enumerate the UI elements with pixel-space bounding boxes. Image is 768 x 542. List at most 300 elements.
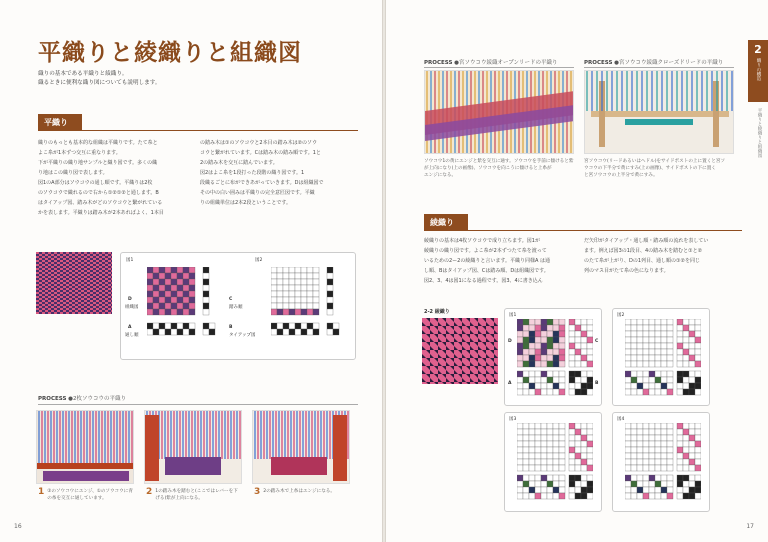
treadle-cell [587, 355, 593, 361]
draft-cell [289, 267, 295, 273]
draft-cell [523, 319, 529, 325]
draft-cell [289, 297, 295, 303]
treadle-cell [581, 435, 587, 441]
threading-cell [313, 323, 319, 329]
treadle-cell [689, 349, 695, 355]
draft-cell [529, 337, 535, 343]
threading-cell [529, 371, 535, 377]
tieup-cell [677, 371, 683, 377]
draft-cell [631, 361, 637, 367]
threading-cell [523, 371, 529, 377]
tieup-cell [695, 481, 701, 487]
process-title: PROCESS [38, 396, 67, 402]
draft-cell [517, 331, 523, 337]
treadle-cell [683, 361, 689, 367]
tieup-cell [677, 481, 683, 487]
threading-cell [307, 323, 313, 329]
draft-cell [529, 349, 535, 355]
draft-cell [535, 355, 541, 361]
treadle-cell [689, 325, 695, 331]
treadle-cell [683, 355, 689, 361]
threading-cell [523, 493, 529, 499]
draft-cell [649, 325, 655, 331]
step-number: 2 [146, 487, 153, 497]
threading-cell [547, 371, 553, 377]
caption-text: 1の踏み木を踏むと(ここではレバーを下げる)紫が上向になる。 [155, 489, 238, 501]
draft-cell [165, 267, 171, 273]
tieup-cell [581, 481, 587, 487]
tieup-cell [327, 323, 333, 329]
draft-cell [559, 465, 565, 471]
treadle-cell [581, 349, 587, 355]
draft-cell [147, 279, 153, 285]
treadle-cell [587, 447, 593, 453]
process-subtitle: ●宮ソウコウ綾織クローズドリードの平織り [614, 60, 724, 66]
open-reed-loom-photo [424, 70, 574, 154]
treadle-cell [327, 303, 333, 309]
draft-cell [649, 343, 655, 349]
treadle-cell [581, 447, 587, 453]
draft-cell [547, 331, 553, 337]
tieup-cell [333, 329, 339, 335]
draft-cell [313, 273, 319, 279]
draft-cell [283, 309, 289, 315]
process-caption-3 [254, 488, 350, 497]
treadle-cell [689, 453, 695, 459]
draft-cell [289, 303, 295, 309]
treadle-cell [575, 447, 581, 453]
draft-cell [283, 303, 289, 309]
treadle-cell [569, 349, 575, 355]
draft-cell [661, 343, 667, 349]
treadle-cell [677, 429, 683, 435]
threading-cell [631, 377, 637, 383]
threading-cell [523, 377, 529, 383]
treadle-cell [581, 343, 587, 349]
treadle-cell [581, 441, 587, 447]
tieup-cell [203, 323, 209, 329]
draft-cell [165, 303, 171, 309]
threading-cell [159, 323, 165, 329]
draft-cell [283, 273, 289, 279]
draft-cell [643, 441, 649, 447]
draft-cell [559, 361, 565, 367]
process-title: PROCESS [584, 60, 613, 66]
treadle-cell [569, 337, 575, 343]
body-column-1 [38, 138, 194, 218]
body-column-2 [200, 138, 360, 208]
threading-cell [147, 329, 153, 335]
draft-cell [177, 285, 183, 291]
threading-cell [271, 329, 277, 335]
draft-cell [559, 319, 565, 325]
section-rule [38, 130, 358, 131]
treadle-cell [695, 447, 701, 453]
threading-cell [559, 481, 565, 487]
draft-cell [189, 267, 195, 273]
body-line: いるための2ー2の綾織りと言います。平織り同様A は通 [424, 258, 550, 264]
threading-cell [177, 329, 183, 335]
treadle-cell [683, 441, 689, 447]
draft-cell [165, 285, 171, 291]
tieup-cell [677, 377, 683, 383]
draft-cell [523, 423, 529, 429]
draft-cell [271, 279, 277, 285]
treadle-cell [203, 303, 209, 309]
draft-cell [637, 423, 643, 429]
threading-cell [661, 383, 667, 389]
draft-cell [625, 459, 631, 465]
twill-body-column-1 [424, 236, 578, 286]
threading-cell [541, 389, 547, 395]
draft-cell [667, 441, 673, 447]
draft-cell [541, 429, 547, 435]
tieup-cell [575, 475, 581, 481]
draft-cell [541, 441, 547, 447]
draft-cell [625, 453, 631, 459]
tieup-cell [581, 475, 587, 481]
twill-body-column-2 [584, 236, 740, 276]
treadle-cell [203, 273, 209, 279]
threading-cell [667, 383, 673, 389]
draft-cell [147, 267, 153, 273]
draft-cell [625, 325, 631, 331]
threading-cell [655, 475, 661, 481]
draft-cell [559, 447, 565, 453]
figure-label: 図1 [509, 313, 517, 318]
tieup-cell [581, 493, 587, 499]
body-line: し順、Bはタイアップ図、Cは踏み順、Dは組織図です。 [424, 268, 549, 274]
threading-cell [183, 323, 189, 329]
draft-cell [183, 279, 189, 285]
threading-cell [625, 389, 631, 395]
treadle-cell [569, 459, 575, 465]
threading-cell [643, 383, 649, 389]
threading-cell [171, 323, 177, 329]
closed-reed-loom-photo [584, 70, 734, 154]
draft-cell [553, 325, 559, 331]
lead-text [38, 70, 278, 88]
treadle-cell [695, 441, 701, 447]
tieup-cell [581, 383, 587, 389]
draft-cell [661, 429, 667, 435]
draft-cell [295, 309, 301, 315]
treadle-cell [569, 447, 575, 453]
plain-weave-sample-image [36, 252, 112, 314]
treadle-cell [327, 285, 333, 291]
treadle-cell [327, 273, 333, 279]
tieup-cell [569, 481, 575, 487]
threading-cell [655, 493, 661, 499]
draft-cell [667, 435, 673, 441]
draft-cell [189, 309, 195, 315]
treadle-cell [683, 453, 689, 459]
step-number: 1 [38, 487, 45, 497]
label-b: B [229, 325, 233, 330]
draft-cell [535, 429, 541, 435]
threading-cell [649, 487, 655, 493]
tieup-cell [695, 493, 701, 499]
tieup-cell [203, 329, 209, 335]
lead-line: 織りの基本である平織りと綾織り。 [38, 71, 128, 77]
treadle-cell [575, 441, 581, 447]
twill-fig1-grid [517, 319, 593, 403]
draft-cell [289, 291, 295, 297]
draft-cell [307, 309, 313, 315]
threading-cell [541, 481, 547, 487]
draft-cell [559, 423, 565, 429]
threading-cell [289, 323, 295, 329]
draft-cell [559, 331, 565, 337]
draft-cell [271, 291, 277, 297]
draft-cell [661, 355, 667, 361]
threading-cell [649, 377, 655, 383]
threading-cell [517, 389, 523, 395]
body-line: 図1のA部分はソウコウの通し順です。平織りは2枚 [38, 180, 153, 186]
draft-cell [171, 303, 177, 309]
body-line: コウと繋がれています。Cは踏み木の踏み順です。1と [200, 150, 321, 156]
threading-cell [631, 493, 637, 499]
draft-cell [517, 453, 523, 459]
draft-cell [313, 291, 319, 297]
threading-cell [529, 475, 535, 481]
threading-cell [655, 487, 661, 493]
treadle-cell [587, 343, 593, 349]
treadle-cell [683, 337, 689, 343]
chapter-title: 織りの構造 [756, 58, 761, 81]
draft-cell [559, 343, 565, 349]
twill-fig4-box [612, 412, 710, 512]
treadle-cell [677, 465, 683, 471]
draft-cell [529, 361, 535, 367]
draft-cell [529, 441, 535, 447]
draft-cell [655, 319, 661, 325]
draft-cell [637, 349, 643, 355]
threading-cell [517, 383, 523, 389]
treadle-cell [575, 453, 581, 459]
draft-cell [655, 441, 661, 447]
draft-cell [165, 273, 171, 279]
threading-cell [643, 493, 649, 499]
treadle-cell [689, 355, 695, 361]
draft-cell [153, 309, 159, 315]
draft-cell [307, 267, 313, 273]
draft-cell [631, 435, 637, 441]
tieup-cell [683, 481, 689, 487]
treadle-cell [587, 325, 593, 331]
draft-cell [643, 453, 649, 459]
treadle-cell [203, 309, 209, 315]
tieup-cell [677, 487, 683, 493]
threading-cell [667, 481, 673, 487]
process-caption-closed-reed [584, 158, 736, 179]
draft-cell [541, 319, 547, 325]
treadle-cell [677, 355, 683, 361]
draft-cell [631, 331, 637, 337]
draft-cell [529, 459, 535, 465]
draft-cell [159, 309, 165, 315]
threading-cell [637, 389, 643, 395]
draft-cell [517, 429, 523, 435]
treadle-cell [569, 429, 575, 435]
loom-photo-3 [252, 410, 350, 484]
threading-cell [547, 487, 553, 493]
threading-cell [553, 377, 559, 383]
draft-cell [147, 285, 153, 291]
treadle-cell [575, 325, 581, 331]
treadle-cell [569, 355, 575, 361]
draft-cell [667, 343, 673, 349]
draft-cell [295, 279, 301, 285]
draft-cell [529, 319, 535, 325]
body-line: 段織るごとに布ができあがっていきます。Dは組織図で [200, 180, 324, 186]
draft-cell [529, 331, 535, 337]
threading-cell [559, 377, 565, 383]
body-line: 図2、3、4は図1になる過程です。図3、4に書き込ん [424, 278, 543, 284]
tieup-cell [587, 389, 593, 395]
draft-cell [649, 331, 655, 337]
draft-cell [649, 361, 655, 367]
fig2-grid [271, 267, 351, 357]
draft-cell [159, 273, 165, 279]
draft-cell [661, 441, 667, 447]
threading-cell [523, 481, 529, 487]
caption-text: ②のソウコウにエンジ、①のソウコウに青の糸を交互に通しています。 [47, 489, 133, 501]
draft-cell [517, 343, 523, 349]
treadle-cell [695, 337, 701, 343]
tieup-cell [677, 493, 683, 499]
draft-cell [289, 309, 295, 315]
draft-cell [147, 297, 153, 303]
draft-cell [643, 355, 649, 361]
draft-cell [517, 361, 523, 367]
draft-cell [553, 429, 559, 435]
threading-cell [541, 493, 547, 499]
tieup-cell [689, 487, 695, 493]
threading-cell [159, 329, 165, 335]
treadle-cell [575, 319, 581, 325]
draft-cell [661, 447, 667, 453]
treadle-cell [587, 459, 593, 465]
draft-cell [655, 429, 661, 435]
treadle-cell [695, 325, 701, 331]
threading-cell [517, 493, 523, 499]
draft-cell [643, 337, 649, 343]
draft-cell [307, 297, 313, 303]
draft-cell [553, 349, 559, 355]
treadle-cell [695, 349, 701, 355]
caption-line: ソウコウ1の黄にエンジと紫を交互に通す。ソウコウを手前に傾けると紫が上向になり(上の画像)、ソウコウを向こうに傾けると上糸が [424, 159, 574, 171]
threading-cell [625, 377, 631, 383]
draft-cell [523, 429, 529, 435]
draft-cell [643, 429, 649, 435]
body-line: の踏み木は①のソウコウと2本目の踏み木は②のソウ [200, 140, 317, 146]
draft-cell [655, 325, 661, 331]
body-line: かを表します。平織りは踏み木が2本あればよく、1本目 [38, 210, 164, 216]
draft-cell [553, 319, 559, 325]
draft-cell [631, 453, 637, 459]
draft-cell [553, 423, 559, 429]
draft-cell [171, 309, 177, 315]
draft-cell [547, 447, 553, 453]
draft-cell [523, 465, 529, 471]
threading-cell [523, 475, 529, 481]
threading-cell [547, 383, 553, 389]
tieup-cell [689, 493, 695, 499]
draft-cell [631, 423, 637, 429]
threading-cell [667, 487, 673, 493]
draft-cell [649, 337, 655, 343]
draft-cell [637, 447, 643, 453]
label-c: C [595, 339, 599, 344]
threading-cell [535, 377, 541, 383]
draft-cell [535, 343, 541, 349]
draft-cell [517, 337, 523, 343]
draft-cell [649, 423, 655, 429]
threading-cell [625, 371, 631, 377]
draft-cell [159, 303, 165, 309]
draft-cell [649, 465, 655, 471]
draft-cell [307, 273, 313, 279]
process-caption-open-reed [424, 158, 574, 179]
threading-cell [189, 329, 195, 335]
threading-cell [649, 389, 655, 395]
threading-cell [661, 389, 667, 395]
tieup-cell [333, 323, 339, 329]
draft-cell [643, 349, 649, 355]
threading-cell [643, 487, 649, 493]
threading-cell [655, 383, 661, 389]
draft-cell [295, 297, 301, 303]
treadle-cell [203, 285, 209, 291]
draft-cell [655, 423, 661, 429]
tieup-cell [689, 389, 695, 395]
draft-cell [631, 325, 637, 331]
draft-cell [189, 279, 195, 285]
tieup-cell [575, 481, 581, 487]
treadle-cell [689, 423, 695, 429]
threading-cell [625, 487, 631, 493]
draft-cell [553, 465, 559, 471]
draft-cell [631, 349, 637, 355]
draft-cell [307, 303, 313, 309]
draft-cell [643, 361, 649, 367]
treadle-cell [683, 349, 689, 355]
threading-cell [541, 383, 547, 389]
process-caption-1 [38, 488, 134, 502]
draft-cell [535, 319, 541, 325]
twill-fig2-grid [625, 319, 701, 403]
draft-cell [541, 325, 547, 331]
section-rule [424, 230, 742, 231]
threading-cell [547, 475, 553, 481]
draft-cell [631, 465, 637, 471]
draft-cell [547, 319, 553, 325]
draft-cell [631, 343, 637, 349]
label-a: A [508, 381, 512, 386]
tieup-cell [575, 493, 581, 499]
treadle-cell [683, 423, 689, 429]
draft-cell [655, 331, 661, 337]
treadle-cell [689, 429, 695, 435]
tieup-cell [569, 493, 575, 499]
draft-cell [637, 429, 643, 435]
draft-cell [547, 453, 553, 459]
threading-cell [649, 383, 655, 389]
draft-cell [541, 337, 547, 343]
draft-cell [165, 309, 171, 315]
right-page [386, 0, 768, 542]
